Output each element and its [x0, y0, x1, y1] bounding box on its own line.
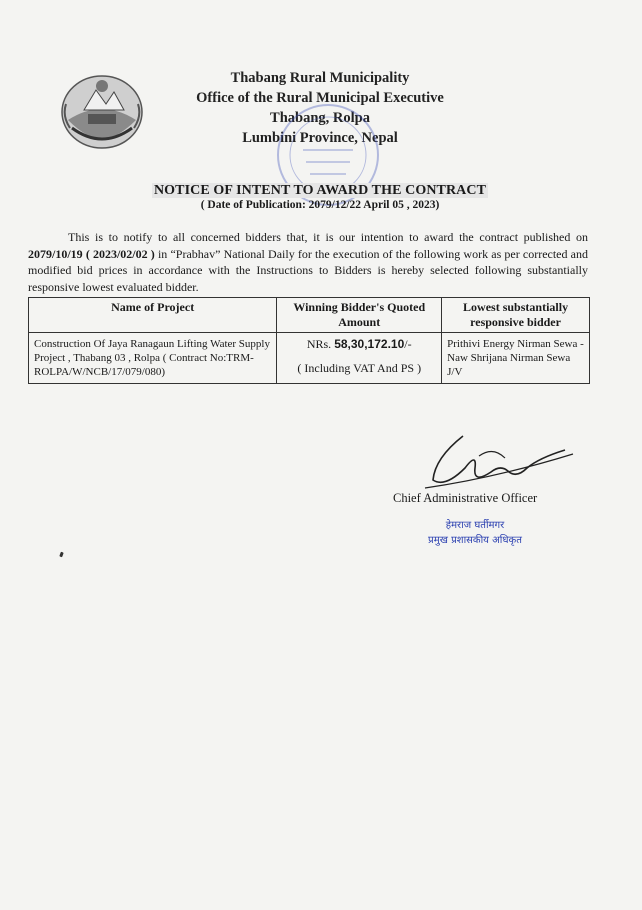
office-name: Office of the Rural Municipal Executive — [196, 90, 444, 106]
table-row — [29, 333, 590, 384]
officer-title-np: प्रमुख प्रशासकीय अधिकृत — [428, 535, 522, 546]
table-header-row — [29, 298, 590, 333]
amount-note: ( Including VAT And PS ) — [297, 361, 422, 375]
notice-body: This is to notify to all concerned bidders that, it is our intention to award the contract published on 2079/10/19 ( 2023/02/02 ) in “Prabhav” National Daily for the execution of the following work as per corrected and modified bid prices in accordance with the Instructions to Bidders is hereby selected following substantially responsive lowest evaluated bidder. — [28, 230, 588, 294]
municipality-name: Thabang Rural Municipality — [230, 70, 410, 86]
header-project: Name of Project — [29, 298, 277, 333]
notice-title: NOTICE OF INTENT TO AWARD THE CONTRACT — [153, 183, 487, 198]
header-amount: Winning Bidder's Quoted Amount — [277, 298, 442, 333]
signature-icon — [405, 428, 575, 498]
project-cell: Construction Of Jaya Ranagaun Lifting Water Supply Project , Thabang 03 , Rolpa ( Contract No:TRM-ROLPA/W/NCB/17/079/080) — [29, 333, 277, 384]
province-name: Lumbini Province, Nepal — [242, 130, 398, 146]
officer-name-np: हेमराज घर्तीमगर — [445, 520, 505, 531]
ink-mark — [59, 552, 64, 558]
published-date: 2079/10/19 ( 2023/02/02 ) — [28, 246, 155, 261]
publication-date: ( Date of Publication: 2079/12/22 April 05 , 2023) — [200, 199, 440, 211]
amount-cell: NRs. 58,30,172.10/- ( Including VAT And PS ) — [277, 333, 442, 384]
office-location: Thabang, Rolpa — [270, 110, 370, 126]
officer-title: Chief Administrative Officer — [393, 491, 538, 505]
award-table — [28, 297, 590, 384]
bidder-cell: Prithivi Energy Nirman Sewa -Naw Shrijana Nirman Sewa J/V — [442, 333, 590, 384]
officer-stamp-np — [400, 518, 550, 548]
amount-value: 58,30,172.10 — [334, 337, 405, 351]
header-bidder: Lowest substantially responsive bidder — [442, 298, 590, 333]
nepal-emblem-icon — [58, 68, 146, 152]
